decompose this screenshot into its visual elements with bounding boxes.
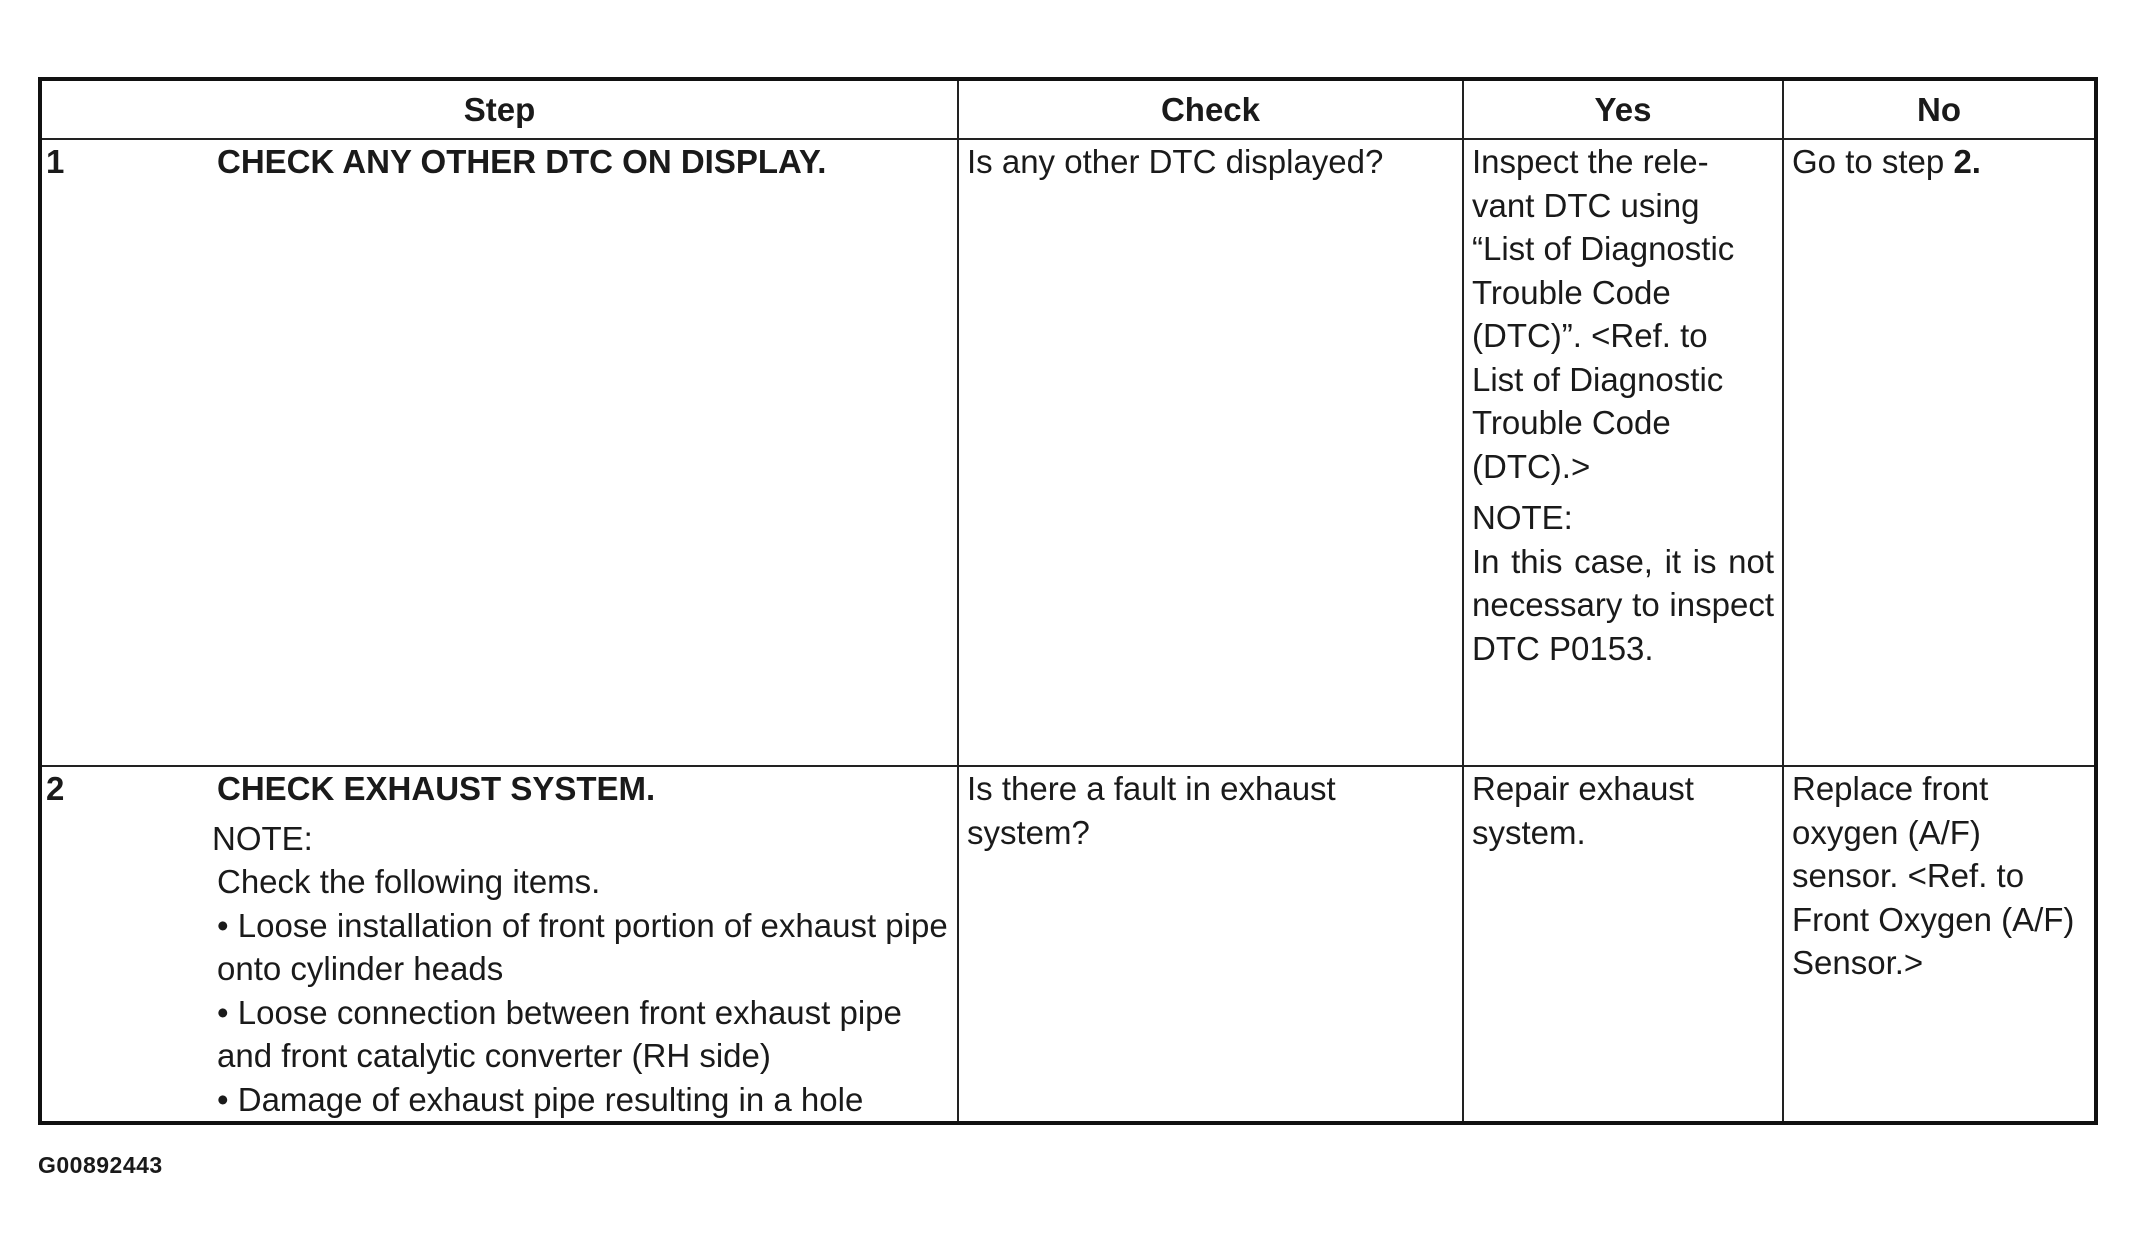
step-title: CHECK ANY OTHER DTC ON DISPLAY. xyxy=(217,143,827,180)
yes-note-label: NOTE: xyxy=(1472,499,1573,536)
yes-line: Trouble Code xyxy=(1472,273,1671,311)
no-prefix: Go to step xyxy=(1792,143,1954,180)
yes-cell xyxy=(1463,766,1783,1123)
step-title: CHECK EXHAUST SYSTEM. xyxy=(217,770,656,807)
yes-action: Repair exhaust system. xyxy=(1472,770,1694,851)
check-question: Is there a fault in exhaust system? xyxy=(967,770,1336,851)
step-number: 1 xyxy=(46,143,65,180)
check-question: Is any other DTC displayed? xyxy=(967,143,1384,180)
yes-line: “List of Diagnostic xyxy=(1472,230,1735,267)
step-cell xyxy=(40,139,958,766)
yes-cell xyxy=(1463,139,1783,766)
header-row xyxy=(40,79,2096,139)
no-step-ref: 2. xyxy=(1953,143,1981,180)
check-cell xyxy=(958,766,1463,1123)
no-action xyxy=(1792,140,2086,184)
yes-line: vant DTC using xyxy=(1472,186,1700,224)
diagnostic-table xyxy=(38,77,2098,1125)
list-item: • Damage of exhaust pipe resulting in a hole xyxy=(217,1078,949,1122)
table-row xyxy=(40,139,2096,766)
yes-action xyxy=(1472,140,1774,488)
note-label: NOTE: xyxy=(212,819,313,857)
no-action: Replace front oxygen (A/F) sensor. <Ref. to Front Oxygen (A/F) Sensor.> xyxy=(1792,770,2075,981)
note-list xyxy=(217,904,949,1122)
header-no: No xyxy=(1783,79,2096,139)
yes-note-text: In this case, it is not necessary to inspect DTC P0153. xyxy=(1472,542,1774,667)
yes-line: (DTC)”. <Ref. to xyxy=(1472,317,1708,354)
note-intro: Check the following items. xyxy=(217,863,601,900)
header-check: Check xyxy=(958,79,1463,139)
figure-code: G00892443 xyxy=(38,1152,163,1178)
step-number: 2 xyxy=(46,770,65,807)
table-row xyxy=(40,766,2096,1123)
header-step: Step xyxy=(40,79,958,139)
list-item: • Loose connection between front exhaust pipe and front catalytic converter (RH side) xyxy=(217,991,949,1078)
no-cell xyxy=(1783,766,2096,1123)
yes-line: (DTC).> xyxy=(1472,447,1591,485)
yes-line: List of Diagnostic xyxy=(1472,360,1724,398)
header-yes: Yes xyxy=(1463,79,1783,139)
yes-line: Inspect the rele- xyxy=(1472,143,1709,180)
yes-line: Trouble Code xyxy=(1472,404,1671,441)
step-cell xyxy=(40,766,958,1123)
check-cell xyxy=(958,139,1463,766)
list-item: • Loose installation of front portion of exhaust pipe onto cylinder heads xyxy=(217,904,949,991)
no-cell xyxy=(1783,139,2096,766)
